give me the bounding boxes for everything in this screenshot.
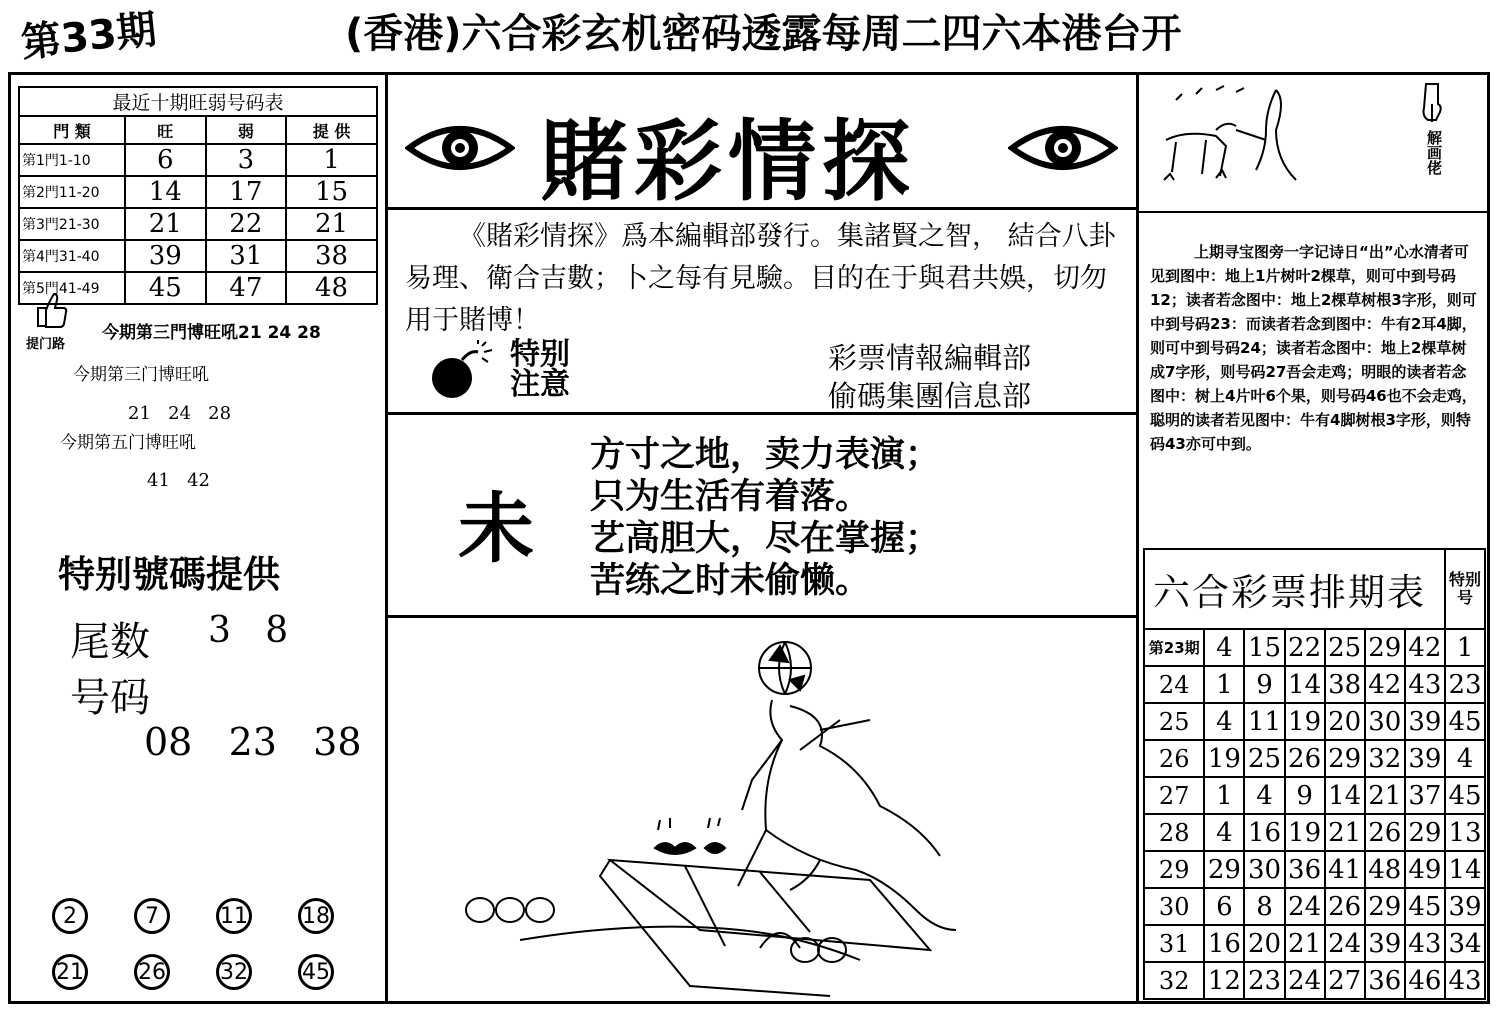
hot-numbers-1: 21 24 28 <box>128 403 232 424</box>
number-circle: 32 <box>216 954 252 990</box>
table-cell: 4 <box>1244 777 1284 814</box>
table-cell: 25 <box>1144 703 1204 740</box>
table-cell: 25 <box>1244 740 1284 777</box>
table-row <box>1144 888 1485 925</box>
table-cell: 38 <box>1325 666 1365 703</box>
headline: (香港)六合彩玄机密码透露每周二四六本港台开 <box>345 11 1182 57</box>
table-row <box>1144 703 1485 740</box>
table-cell: 第2門11-20 <box>19 176 125 208</box>
table-cell: 24 <box>1325 925 1365 962</box>
table-cell: 1 <box>1204 777 1244 814</box>
table-cell: 20 <box>1325 703 1365 740</box>
issue-number: 第33期 <box>18 6 159 67</box>
table-cell: 45 <box>125 272 206 304</box>
intro-text: 《賭彩情探》爲本編輯部發行。集諸賢之智， 結合八卦易理、衛合吉數；卜之每有見驗。目的在于與君共娛，切勿用于賭博！ <box>405 221 1116 336</box>
tip-line: 今期第三門博旺吼21 24 28 <box>102 323 321 343</box>
table-cell: 12 <box>1204 962 1244 999</box>
table-cell: 42 <box>1405 629 1445 666</box>
table-cell: 14 <box>1445 851 1485 888</box>
table-cell: 6 <box>125 144 206 176</box>
table-cell: 14 <box>125 176 206 208</box>
schedule-title: 六合彩票排期表 <box>1144 549 1445 629</box>
tail-label: 尾数 <box>70 619 150 665</box>
riddle-picture <box>1156 80 1336 200</box>
table-cell: 43 <box>1405 666 1445 703</box>
table-row <box>19 272 377 304</box>
number-circle: 7 <box>134 898 170 934</box>
table-cell: 4 <box>1204 814 1244 851</box>
number-circle: 21 <box>52 954 88 990</box>
table-cell: 39 <box>1405 740 1445 777</box>
table-row <box>19 240 377 272</box>
table-cell: 43 <box>1405 925 1445 962</box>
pointing-hand-icon <box>1418 80 1448 124</box>
table-cell: 27 <box>1325 962 1365 999</box>
number-circle: 11 <box>216 898 252 934</box>
table-cell: 14 <box>1285 666 1325 703</box>
strength-table <box>18 86 378 305</box>
eye-icon <box>405 118 515 178</box>
table-cell: 15 <box>286 176 377 208</box>
table-cell: 23 <box>1445 666 1485 703</box>
table-cell: 39 <box>1365 925 1405 962</box>
table-cell: 9 <box>1244 666 1284 703</box>
thumbs-up-icon <box>32 290 68 330</box>
hint-label: 解画佬 <box>1425 130 1443 175</box>
eye-icon <box>1008 118 1118 178</box>
table-cell: 17 <box>206 176 287 208</box>
table-cell: 47 <box>206 272 287 304</box>
table-cell: 29 <box>1365 629 1405 666</box>
table-cell: 21 <box>1365 777 1405 814</box>
table-cell: 14 <box>1325 777 1365 814</box>
table-cell: 4 <box>1204 629 1244 666</box>
table-header: 弱 <box>206 116 287 144</box>
table-cell: 21 <box>1325 814 1365 851</box>
poem-line: 苦练之时未偷懒。 <box>590 561 871 601</box>
table-row <box>1144 666 1485 703</box>
table-cell: 25 <box>1325 629 1365 666</box>
table-cell: 11 <box>1244 703 1284 740</box>
table-cell: 39 <box>1445 888 1485 925</box>
riddle-text: 上期寻宝图旁一字记诗日“出”心水清者可见到图中：地上1片树叶2棵草，则可中到号码12；读者若念图中：地上2棵草树根3字形，则可中到号码23：而读者若念到图中：牛有2耳4脚，则可中到号码24；读者若念图中：地上2棵草树成7字形，则号码27吾会走鸡；明眼的读者若念图中：树上4片叶6个果，则号码46也不会走鸡，聪明的读者若见图中：牛有4脚树根3字形，则特码43亦可中到。 <box>1150 243 1477 453</box>
table-cell: 26 <box>1285 740 1325 777</box>
table-cell: 22 <box>206 208 287 240</box>
table-header: 旺 <box>125 116 206 144</box>
table-cell: 23 <box>1244 962 1284 999</box>
table-row <box>1144 777 1485 814</box>
number-circle: 45 <box>298 954 334 990</box>
table-cell: 36 <box>1365 962 1405 999</box>
table-cell: 26 <box>1144 740 1204 777</box>
table-row <box>19 176 377 208</box>
table-cell: 30 <box>1144 888 1204 925</box>
table-cell: 29 <box>1365 888 1405 925</box>
table-header: 提 供 <box>286 116 377 144</box>
dept-1: 彩票情報編輯部 <box>828 341 1032 375</box>
table-cell: 30 <box>1365 703 1405 740</box>
center-divider-3 <box>385 615 1137 618</box>
table-cell: 29 <box>1405 814 1445 851</box>
table-cell: 45 <box>1405 888 1445 925</box>
hot-line-2: 今期第五门博旺吼 <box>60 433 196 453</box>
table-row <box>1144 740 1485 777</box>
notice-label-line: 注意 <box>510 367 570 402</box>
table-cell: 9 <box>1285 777 1325 814</box>
schedule-table <box>1143 548 1486 1000</box>
table-cell: 48 <box>286 272 377 304</box>
table-cell: 39 <box>125 240 206 272</box>
table-cell: 31 <box>206 240 287 272</box>
poem-line: 方寸之地，卖力表演； <box>590 435 941 475</box>
table-cell: 41 <box>1325 851 1365 888</box>
table-cell: 19 <box>1285 703 1325 740</box>
table-row <box>19 144 377 176</box>
table-cell: 第4門31-40 <box>19 240 125 272</box>
special-numbers-title: 特别號碼提供 <box>58 553 280 596</box>
table-cell: 38 <box>286 240 377 272</box>
table-cell: 3 <box>206 144 287 176</box>
table-cell: 6 <box>1204 888 1244 925</box>
table-cell: 42 <box>1365 666 1405 703</box>
table-cell: 第1門1-10 <box>19 144 125 176</box>
table-cell: 27 <box>1144 777 1204 814</box>
table-cell: 37 <box>1405 777 1445 814</box>
table-row <box>1144 629 1485 666</box>
table-cell: 19 <box>1204 740 1244 777</box>
table-cell: 第23期 <box>1144 629 1204 666</box>
table-cell: 第5門41-49 <box>19 272 125 304</box>
table-cell: 29 <box>1204 851 1244 888</box>
table-cell: 21 <box>286 208 377 240</box>
table-cell: 24 <box>1285 888 1325 925</box>
dept-2: 偷碼集團信息部 <box>828 379 1032 413</box>
number-circle: 26 <box>134 954 170 990</box>
hot-numbers-2: 41 42 <box>147 470 210 491</box>
table-cell: 32 <box>1365 740 1405 777</box>
table-cell: 24 <box>1144 666 1204 703</box>
table-row <box>1144 814 1485 851</box>
table-cell: 49 <box>1405 851 1445 888</box>
table-cell: 29 <box>1325 740 1365 777</box>
table-cell: 16 <box>1204 925 1244 962</box>
special-header: 特别号 <box>1445 549 1485 629</box>
bomb-icon <box>428 340 500 402</box>
table-cell: 45 <box>1445 703 1485 740</box>
table-header: 門 類 <box>19 116 125 144</box>
poem-line: 只为生活有着落。 <box>590 477 871 517</box>
tip-label: 提门路 <box>26 337 66 352</box>
table-cell: 15 <box>1244 629 1284 666</box>
table-cell: 22 <box>1285 629 1325 666</box>
table-cell: 45 <box>1445 777 1485 814</box>
table-row <box>19 208 377 240</box>
left-divider <box>385 72 388 1004</box>
table-cell: 20 <box>1244 925 1284 962</box>
table-cell: 39 <box>1405 703 1445 740</box>
table-cell: 24 <box>1285 962 1325 999</box>
hot-line-1: 今期第三门博旺吼 <box>73 365 209 385</box>
table-cell: 32 <box>1144 962 1204 999</box>
table-cell: 8 <box>1244 888 1284 925</box>
table-cell: 4 <box>1445 740 1485 777</box>
table-cell: 46 <box>1405 962 1445 999</box>
table-cell: 21 <box>125 208 206 240</box>
poem-line: 艺高胆大，尽在掌握； <box>590 519 941 559</box>
table-row <box>1144 925 1485 962</box>
table-cell: 16 <box>1244 814 1284 851</box>
table-cell: 1 <box>1204 666 1244 703</box>
number-circle: 2 <box>52 898 88 934</box>
table-cell: 19 <box>1285 814 1325 851</box>
strength-table-caption: 最近十期旺弱号码表 <box>19 87 377 116</box>
table-cell: 1 <box>286 144 377 176</box>
table-cell: 28 <box>1144 814 1204 851</box>
table-cell: 34 <box>1445 925 1485 962</box>
table-cell: 30 <box>1244 851 1284 888</box>
table-row <box>1144 851 1485 888</box>
deer-illustration <box>460 630 1020 1000</box>
table-cell: 26 <box>1325 888 1365 925</box>
notice-label-line: 特别 <box>510 337 570 372</box>
right-divider-h <box>1138 211 1490 213</box>
table-cell: 43 <box>1445 962 1485 999</box>
big-character: 未 <box>458 484 534 573</box>
masthead-title: 賭彩情探 <box>540 109 917 213</box>
table-cell: 4 <box>1204 703 1244 740</box>
table-cell: 31 <box>1144 925 1204 962</box>
table-cell: 21 <box>1285 925 1325 962</box>
code-values: 08 23 38 <box>144 720 362 764</box>
number-circle: 18 <box>298 898 334 934</box>
notice-label <box>510 337 570 402</box>
table-cell: 36 <box>1285 851 1325 888</box>
table-row <box>1144 962 1485 999</box>
table-cell: 第3門21-30 <box>19 208 125 240</box>
table-cell: 48 <box>1365 851 1405 888</box>
poem <box>590 434 940 602</box>
code-label: 号码 <box>70 675 150 721</box>
table-cell: 29 <box>1144 851 1204 888</box>
table-cell: 13 <box>1445 814 1485 851</box>
table-cell: 26 <box>1365 814 1405 851</box>
table-cell: 1 <box>1445 629 1485 666</box>
tail-values: 3 8 <box>208 610 289 651</box>
